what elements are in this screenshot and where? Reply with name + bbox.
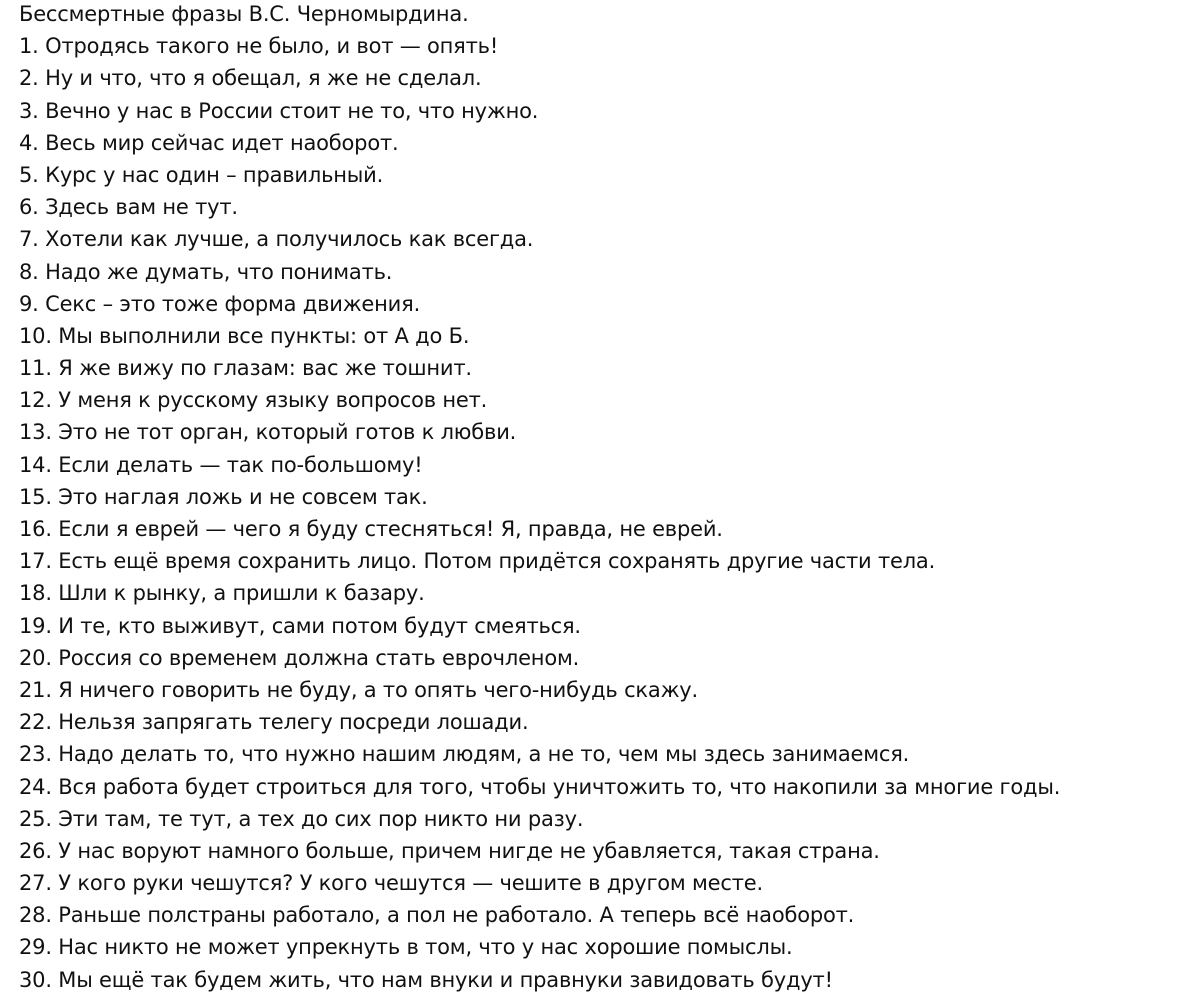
quote-line-13: 13. Это не тот орган, который готов к любви. xyxy=(19,420,517,445)
quote-list-document xyxy=(19,0,1194,996)
quote-line-14: 14. Если делать — так по-большому! xyxy=(19,452,423,477)
quote-line-2: 2. Ну и что, что я обещал, я же не сделал. xyxy=(19,66,482,91)
quote-line-1: 1. Отродясь такого не было, и вот — опять! xyxy=(19,34,499,59)
quote-line-29: 29. Нас никто не может упрекнуть в том, что у нас хорошие помыслы. xyxy=(19,935,793,960)
quote-line-12: 12. У меня к русскому языку вопросов нет. xyxy=(19,388,488,413)
quote-line-16: 16. Если я еврей — чего я буду стесняться! Я, правда, не еврей. xyxy=(19,517,723,541)
document-title: Бессмертные фразы В.С. Черномырдина. xyxy=(19,2,469,26)
quote-line-28: 28. Раньше полстраны работало, а пол не работало. А теперь всё наоборот. xyxy=(19,903,855,928)
quote-line-9: 9. Секс – это тоже форма движения. xyxy=(19,291,421,316)
quote-line-7: 7. Хотели как лучше, а получилось как всегда. xyxy=(19,227,534,252)
quote-line-25: 25. Эти там, те тут, а тех до сих пор никто ни разу. xyxy=(19,806,584,831)
quote-line-27: 27. У кого руки чешутся? У кого чешутся — чешите в другом месте. xyxy=(19,871,763,896)
quote-line-8: 8. Надо же думать, что понимать. xyxy=(19,259,393,284)
quote-line-3: 3. Вечно у нас в России стоит не то, что нужно. xyxy=(19,98,539,123)
quote-line-15: 15. Это наглая ложь и не совсем так. xyxy=(19,484,428,509)
quote-line-23: 23. Надо делать то, что нужно нашим людям, а не то, чем мы здесь занимаемся. xyxy=(19,742,910,767)
quote-line-30: 30. Мы ещё так будем жить, что нам внуки и правнуки завидовать будут! xyxy=(19,967,833,992)
quote-line-22: 22. Нельзя запрягать телегу посреди лошади. xyxy=(19,710,529,735)
quote-line-21: 21. Я ничего говорить не буду, а то опять чего-нибудь скажу. xyxy=(19,677,699,702)
quote-line-10: 10. Мы выполнили все пункты: от А до Б. xyxy=(19,323,470,348)
quote-line-4: 4. Весь мир сейчас идет наоборот. xyxy=(19,130,399,155)
quote-line-6: 6. Здесь вам не тут. xyxy=(19,195,238,220)
quote-line-19: 19. И те, кто выживут, сами потом будут смеяться. xyxy=(19,613,581,638)
quote-line-5: 5. Курс у нас один – правильный. xyxy=(19,162,384,187)
quote-line-26: 26. У нас воруют намного больше, причем нигде не убавляется, такая страна. xyxy=(19,838,880,863)
quote-line-20: 20. Россия со временем должна стать еврочленом. xyxy=(19,645,580,670)
quote-line-24: 24. Вся работа будет строиться для того, чтобы уничтожить то, что накопили за многие годы. xyxy=(19,774,1061,799)
quote-line-18: 18. Шли к рынку, а пришли к базару. xyxy=(19,581,425,606)
quote-line-11: 11. Я же вижу по глазам: вас же тошнит. xyxy=(19,356,472,381)
quote-line-17: 17. Есть ещё время сохранить лицо. Потом придётся сохранять другие части тела. xyxy=(19,549,936,574)
